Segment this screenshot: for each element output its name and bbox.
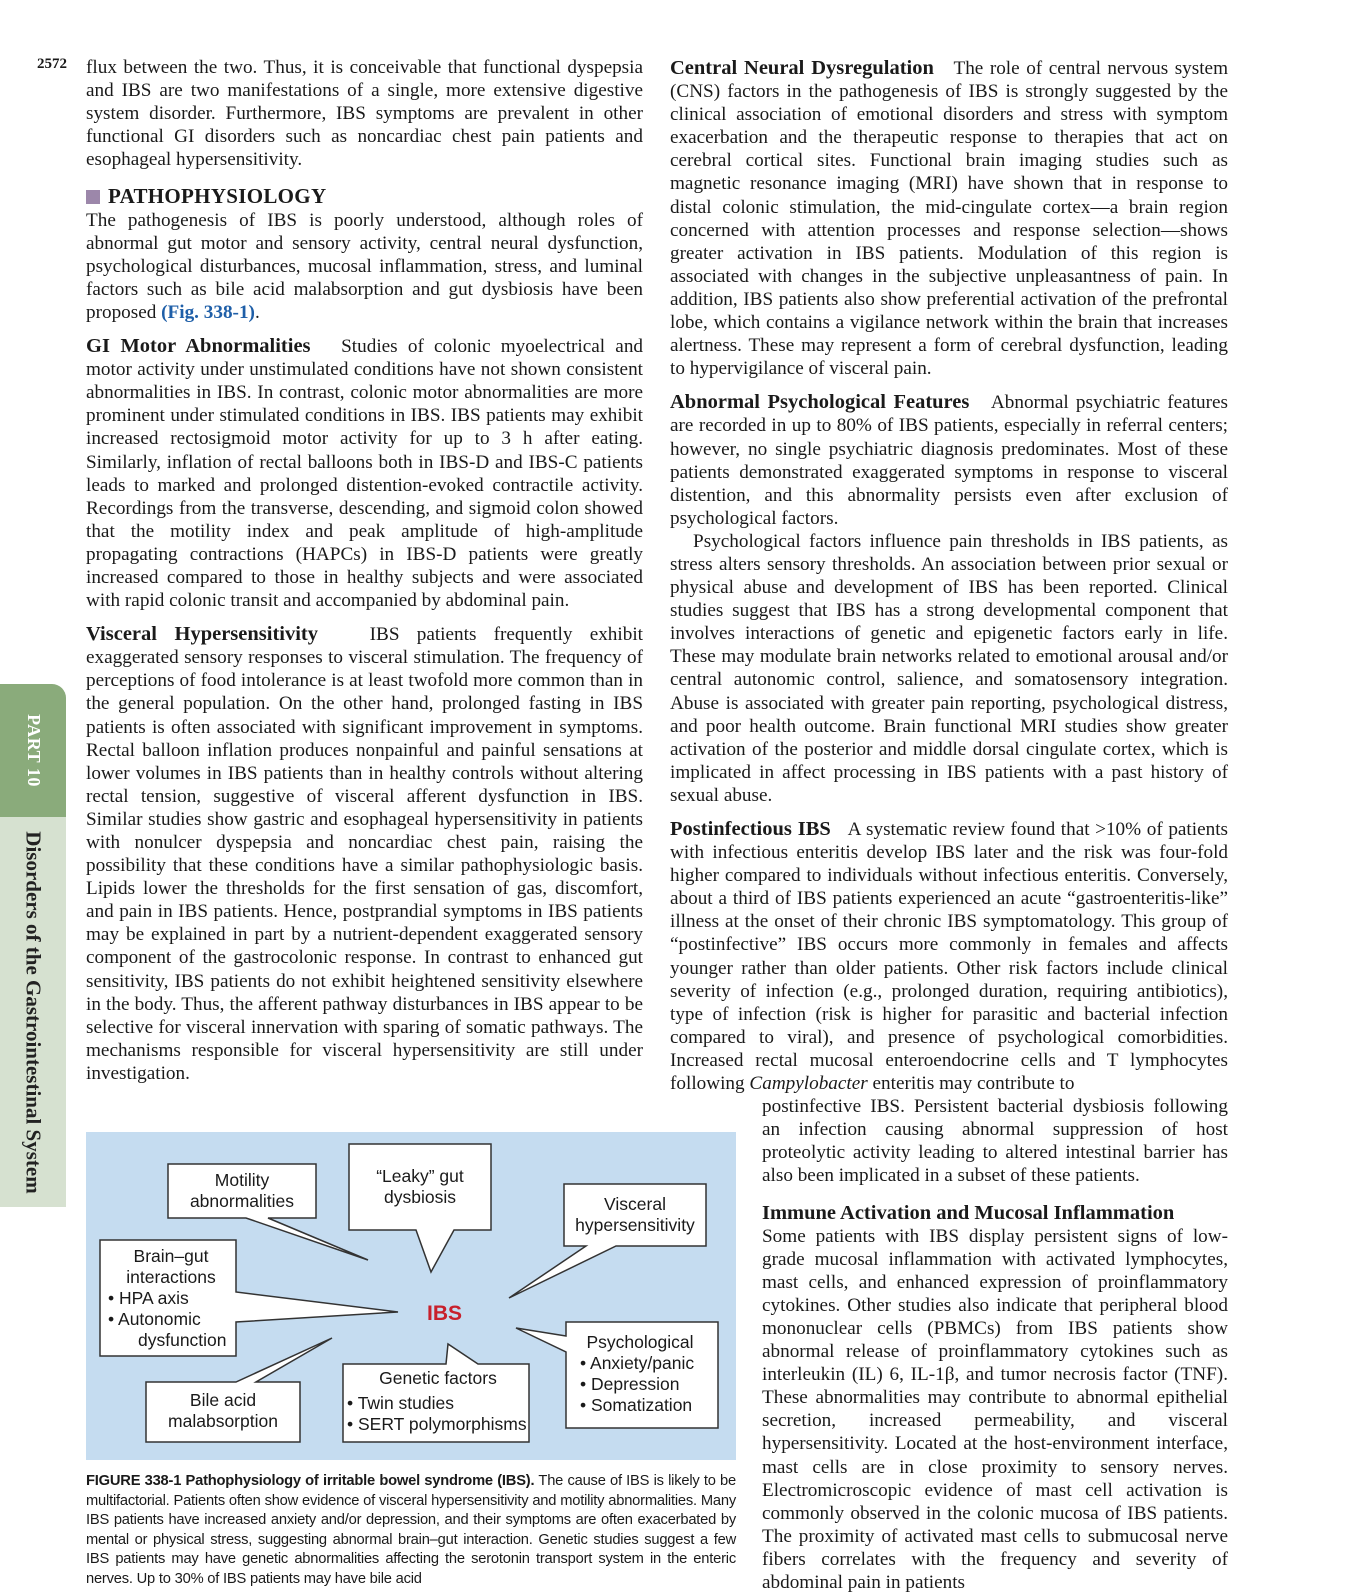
- genetic-list: [347, 1393, 529, 1435]
- leaky-line-2: dysbiosis: [384, 1187, 456, 1207]
- brain-gut-item: • HPA axis: [108, 1288, 238, 1309]
- visceral-line-1: Visceral: [604, 1194, 666, 1214]
- cns-paragraph: [670, 57, 1228, 380]
- right-column: [670, 57, 1228, 1594]
- narrow-wrap: [762, 1095, 1228, 1594]
- immune-paragraph: Some patients with IBS display persistent signs of low-grade mucosal inflammation with activated lymphocytes, mast cells, and enhanced expression of proinflammatory cytokines. Other studies also indicate that peripheral blood mononuclear cells (PBMCs) from IBS patients show abnormal release of proinflammatory cytokines such as interleukin (IL) 6, IL-1β, and tumor necrosis factor (TNF). These abnormalities may contribute to abnormal epithelial secretion, increased permeability, and visceral hypersensitivity. Located at the host-environment interface, mast cells are in close proximity to sensory nerves. Electromicroscopic evidence of mast cell activation is commonly observed in the colonic mucosa of IBS patients. The proximity of activated mast cells to submucosal nerve fibers correlates with the frequency and severity of abdominal pain in patients: [762, 1225, 1228, 1593]
- bile-line-1: Bile acid: [189, 1390, 257, 1410]
- gi-motor-text: Studies of colonic myoelectrical and motor activity under unstimulated conditions have not shown consistent abnormalities in IBS. In contrast, colonic motor abnormalities are more prominent under stimulated conditions in IBS. IBS patients may exhibit increased rectosigmoid motor activity for up to 3 h after eating. Similarly, inflation of rectal balloons both in IBS-D and IBS-C patients leads to marked and prolonged distention-evoked contractile activity. Recordings from the transverse, descending, and sigmoid colon showed that the motility index and peak amplitude of high-amplitude propagating contractions (HAPCs) in IBS-D patients were greatly increased compared to those in healthy subjects and were associated with rapid colonic transit and accompanied by abdominal pain.: [86, 336, 644, 612]
- postinfectious-text: A systematic review found that >10% of patients with infectious enteritis develop IBS later and the risk was four-fold higher compared to individuals without infectious enteritis. Conversely, about a third of IBS patients experienced an acute “gastroenteritis-like” illness at the onset of their chronic IBS symptomatology. This group of “postinfective” IBS occurs more commonly in females and affects younger rather than older patients. Other risk factors include clinical severity of infection (e.g., prolonged duration, requiring antibiotics), type of infection (risk is higher for parasitic and bacterial infection compared to viral), and presence of psychological comorbidities. Increased rectal mucosal enteroendocrine cells and T lymphocytes following: [670, 819, 1228, 1095]
- figure-caption: [86, 1472, 736, 1589]
- pathophysiology-paragraph: [86, 209, 643, 324]
- brain-gut-list: [108, 1288, 238, 1330]
- left-column: [86, 56, 643, 1085]
- psychological-item: • Somatization: [580, 1395, 718, 1416]
- brain-gut-label: [108, 1246, 238, 1351]
- bubble-leaky: [349, 1144, 491, 1272]
- page-number: 2572: [37, 56, 67, 72]
- leaky-line-1: “Leaky” gut: [376, 1166, 464, 1186]
- section-square-icon: [86, 190, 100, 204]
- visceral-heading: Visceral Hypersensitivity: [86, 623, 318, 646]
- genetic-title: Genetic factors: [379, 1368, 497, 1388]
- postinfectious-continued: postinfective IBS. Persistent bacterial dysbiosis following an infection causing abnormal suppression of host proteolytic activity leading to altered intestinal barrier has also been implicated in a subset of these patients.: [762, 1096, 1228, 1187]
- psychological-item: • Anxiety/panic: [580, 1353, 718, 1374]
- side-tab-title: [0, 817, 66, 1207]
- postinfectious-paragraph: [670, 818, 1228, 1095]
- side-tab-title-label: Disorders of the Gastrointestinal System: [21, 830, 46, 1194]
- genetic-item: • SERT polymorphisms: [347, 1414, 529, 1435]
- genetic-item: • Twin studies: [347, 1393, 529, 1414]
- psychological-title: Psychological: [586, 1332, 694, 1352]
- postinfectious-text-2: enteritis may contribute to: [867, 1073, 1075, 1095]
- brain-gut-item: • Autonomic: [108, 1309, 238, 1330]
- figure-reference-link[interactable]: (Fig. 338-1): [161, 301, 255, 323]
- psych-text: Abnormal psychiatric features are recorded in up to 80% of IBS patients, especially in referral centers; however, no single psychiatric diagnosis predominates. Most of these patients demonstrated exaggerated symptoms in response to visceral distention, and this abnormality persists even after exclusion of psychological factors.: [670, 392, 1228, 529]
- leaky-label: [349, 1166, 491, 1208]
- motility-line-1: Motility: [214, 1170, 270, 1190]
- psychological-label: [580, 1332, 718, 1416]
- caption-text: The cause of IBS is likely to be multifactorial. Patients often show evidence of visceral hypersensitivity and motility abnormalities. Many IBS patients have increased anxiety and/or depression, and their symptoms are often exacerbated by mental or physical stress, suggesting abnormal brain–gut interaction. Genetic studies suggest a few IBS patients may have genetic abnormalities affecting the serotonin transport system in the enteric nerves. Up to 30% of IBS patients may have bile acid: [86, 1473, 736, 1587]
- side-tab-part-label: PART 10: [23, 714, 44, 787]
- brain-gut-tail: dysfunction: [138, 1330, 227, 1350]
- visceral-label: [564, 1194, 706, 1236]
- motility-label: [168, 1170, 316, 1212]
- bile-label: [146, 1390, 300, 1432]
- genetic-label: [347, 1368, 529, 1435]
- pathophysiology-end: .: [254, 301, 260, 323]
- postinfectious-italic: Campylobacter: [749, 1073, 868, 1095]
- side-tab-part: [0, 684, 66, 817]
- caption-head: FIGURE 338-1 Pathophysiology of irritable bowel syndrome (IBS).: [86, 1473, 535, 1489]
- figure-338-1: [86, 1132, 736, 1460]
- psych-heading: Abnormal Psychological Features: [670, 391, 970, 414]
- visceral-paragraph: [86, 623, 643, 1085]
- pathophysiology-text: The pathogenesis of IBS is poorly understood, although roles of abnormal gut motor and sensory activity, central neural dysfunction, psychological disturbances, mucosal inflammation, stress, and luminal factors such as bile acid malabsorption and gut dysbiosis have been proposed: [86, 209, 643, 323]
- ibs-center-label: IBS: [427, 1302, 463, 1325]
- psychological-list: [580, 1353, 718, 1416]
- psych-paragraph: [670, 391, 1228, 530]
- brain-gut-line-2: interactions: [126, 1267, 216, 1287]
- visceral-line-2: hypersensitivity: [575, 1215, 695, 1235]
- section-heading: [86, 185, 643, 208]
- gi-motor-heading: GI Motor Abnormalities: [86, 335, 311, 358]
- psych-paragraph-2: Psychological factors influence pain thresholds in IBS patients, as stress alters sensory thresholds. An association between prior sexual or physical abuse and development of IBS has been reported. Clinical studies suggest that IBS has a strong developmental component that involves interactions of genetic and epigenetic factors early in life. These may modulate brain networks related to emotional arousal and/or central autonomic control, salience, and somatosensory integration. Abuse is associated with greater pain reporting, psychological distress, and poor health outcome. Brain functional MRI studies show greater activation of the posterior and middle dorsal cingulate cortex, which is implicated in affect processing in IBS patients with a past history of sexual abuse.: [670, 530, 1228, 806]
- motility-line-2: abnormalities: [189, 1191, 295, 1211]
- gi-motor-paragraph: [86, 335, 643, 612]
- bile-line-2: malabsorption: [168, 1411, 278, 1431]
- intro-paragraph: flux between the two. Thus, it is conceivable that functional dyspepsia and IBS are two manifestations of a single, more extensive digestive system disorder. Furthermore, IBS symptoms are prevalent in other functional GI disorders such as noncardiac chest pain patients and esophageal hypersensitivity.: [86, 57, 643, 171]
- cns-heading: Central Neural Dysregulation: [670, 57, 934, 79]
- brain-gut-line-1: Brain–gut: [133, 1246, 209, 1266]
- postinfectious-heading: Postinfectious IBS: [670, 818, 831, 840]
- cns-text: The role of central nervous system (CNS) factors in the pathogenesis of IBS is strongly suggested by the clinical association of emotional disorders and stress with symptom exacerbation and the therapeutic response to therapies that act on cerebral cortical sites. Functional brain imaging studies such as magnetic resonance imaging (MRI) have shown that in response to distal colonic stimulation, the mid-cingulate cortex—a brain region concerned with attention processes and response selection—shows greater activation in IBS patients. Modulation of this region is associated with changes in the subjective unpleasantness of pain. In addition, IBS patients also show preferential activation of the prefrontal lobe, which contains a vigilance network within the brain that increases alertness. These may represent a form of cerebral dysfunction, leading to hypervigilance of visceral pain.: [670, 58, 1229, 380]
- immune-heading: Immune Activation and Mucosal Inflammation: [762, 1201, 1175, 1224]
- visceral-text: IBS patients frequently exhibit exaggerated sensory responses to visceral stimulation. The frequency of perceptions of food intolerance is at least twofold more common than in the general population. On the other hand, prolonged fasting in IBS patients is often associated with significant improvement in symptoms. Rectal balloon inflation produces nonpainful and painful sensations at lower volumes in IBS patients than in healthy controls without altering rectal tension, suggestive of visceral afferent dysfunction in IBS. Similar studies show gastric and esophageal hypersensitivity in patients with nonulcer dyspepsia and noncardiac chest pain, raising the possibility that these conditions have a similar pathophysiologic basis. Lipids lower the thresholds for the first sensation of gas, discomfort, and pain in IBS patients. Hence, postprandial symptoms in IBS patients may be explained in part by a nutrient-dependent exaggerated sensory component of the gastrocolonic response. In contrast to enhanced gut sensitivity, IBS patients do not exhibit heightened sensitivity elsewhere in the body. Thus, the afferent pathway disturbances in IBS appear to be selective for visceral innervation with sparing of somatic pathways. The mechanisms responsible for visceral hypersensitivity are still under investigation.: [86, 624, 643, 1084]
- psychological-item: • Depression: [580, 1374, 718, 1395]
- section-heading-text: PATHOPHYSIOLOGY: [108, 184, 327, 209]
